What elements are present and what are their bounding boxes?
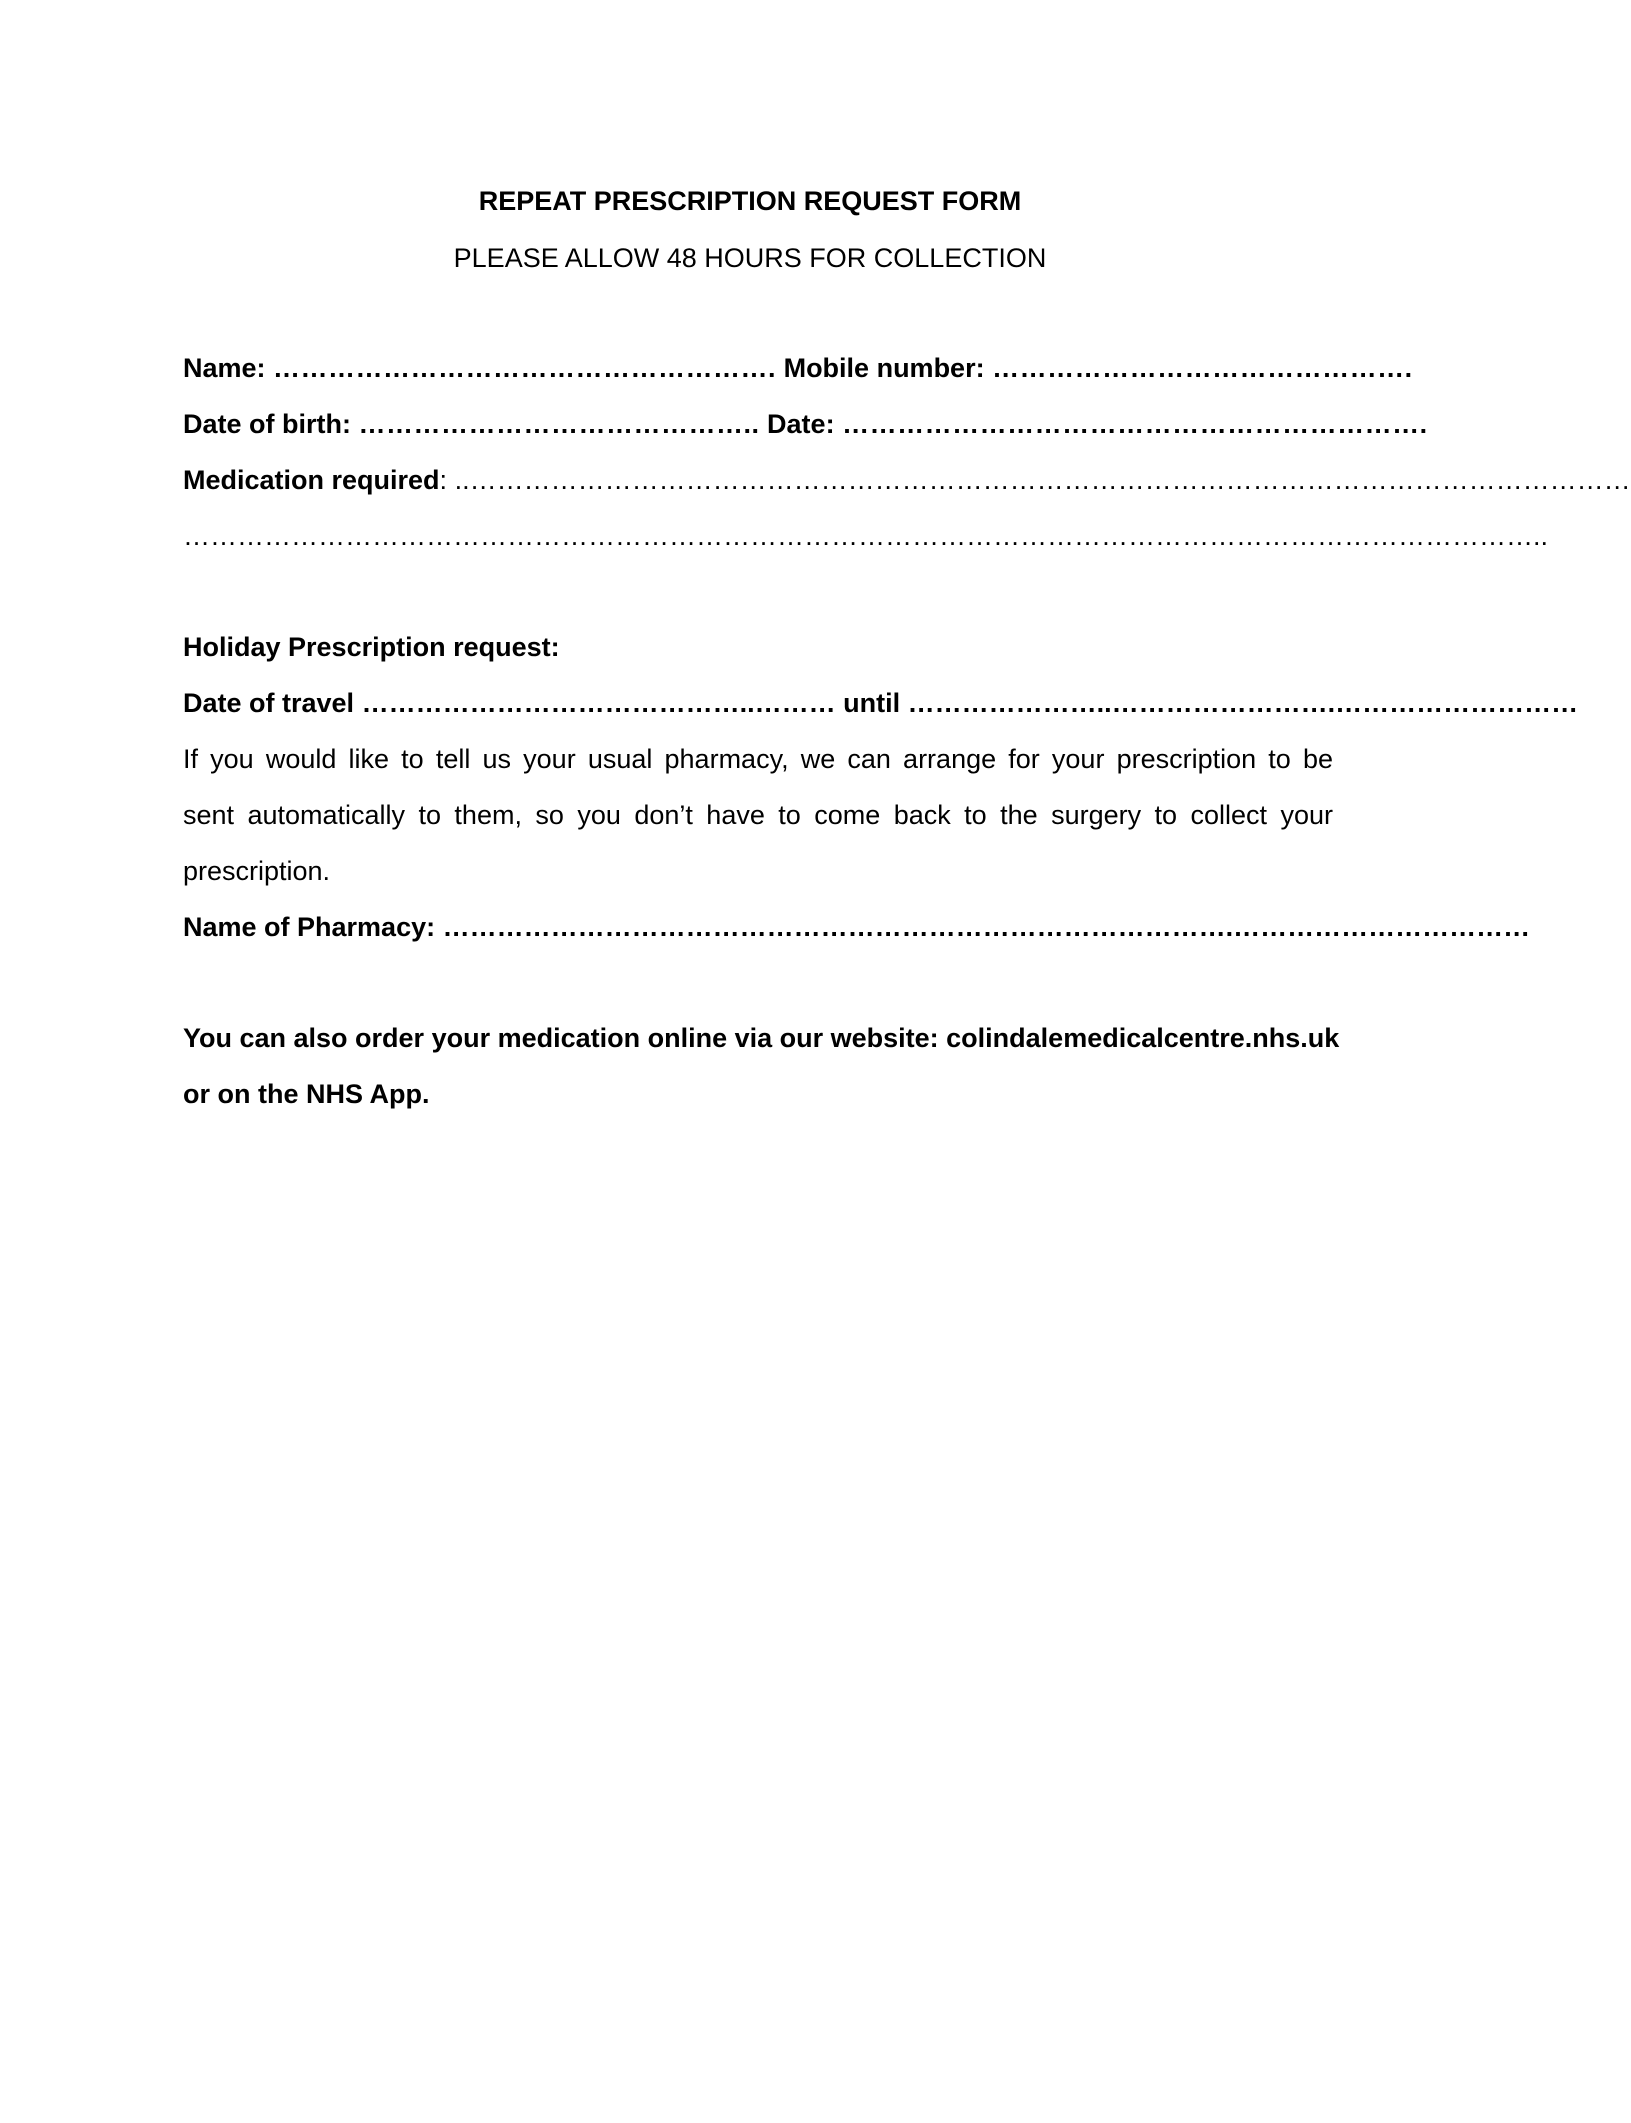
pharmacy-info-line-1: If you would like to tell us your usual pharmacy, we can arrange for your prescription to be bbox=[183, 744, 1333, 774]
dob-field[interactable]: …………………………………….. bbox=[358, 409, 760, 439]
medication-field[interactable]: ..………………………………………………………………………………………………………………… bbox=[447, 465, 1631, 495]
online-order-line-2: or on the NHS App. bbox=[183, 1079, 430, 1109]
travel-date-field[interactable]: ……………………………………..……… bbox=[361, 688, 836, 718]
pharmacy-name-row bbox=[183, 910, 1531, 944]
dob-date-row bbox=[183, 407, 1428, 441]
pharmacy-info-line-3: prescription. bbox=[183, 856, 331, 886]
medication-row-2 bbox=[183, 519, 1549, 553]
mobile-label: Mobile number: bbox=[783, 353, 985, 383]
online-order-line-1: You can also order your medication online via our website: colindalemedicalcentre.nhs.uk bbox=[183, 1023, 1340, 1053]
name-field[interactable]: ………………………………………………. bbox=[273, 353, 777, 383]
name-label: Name: bbox=[183, 353, 266, 383]
pharmacy-info-line-2: sent automatically to them, so you don’t have to come back to the surgery to collect your bbox=[183, 800, 1333, 830]
form-title: REPEAT PRESCRIPTION REQUEST FORM bbox=[478, 186, 1022, 216]
mobile-field[interactable]: ………………………………………. bbox=[992, 353, 1413, 383]
form-subtitle: PLEASE ALLOW 48 HOURS FOR COLLECTION bbox=[453, 243, 1047, 273]
pharmacy-name-label: Name of Pharmacy: bbox=[183, 912, 436, 942]
date-field[interactable]: ………………………………………………………. bbox=[842, 409, 1428, 439]
date-label: Date: bbox=[767, 409, 835, 439]
until-date-field[interactable]: …………………..…………………….……………………… bbox=[907, 688, 1579, 718]
medication-field-line2[interactable]: …………………………………………………………………………………………………………………………………….. bbox=[183, 521, 1549, 551]
dob-label: Date of birth: bbox=[183, 409, 351, 439]
name-mobile-row bbox=[183, 351, 1413, 385]
medication-colon: : bbox=[439, 465, 448, 495]
until-label: until bbox=[843, 688, 901, 718]
travel-label: Date of travel bbox=[183, 688, 355, 718]
medication-row bbox=[183, 463, 1631, 497]
holiday-heading: Holiday Prescription request: bbox=[183, 632, 560, 662]
medication-label: Medication required bbox=[183, 465, 440, 495]
pharmacy-name-field[interactable]: …………………………………………………………………………….…………………………… bbox=[442, 912, 1531, 942]
travel-row bbox=[183, 686, 1579, 720]
